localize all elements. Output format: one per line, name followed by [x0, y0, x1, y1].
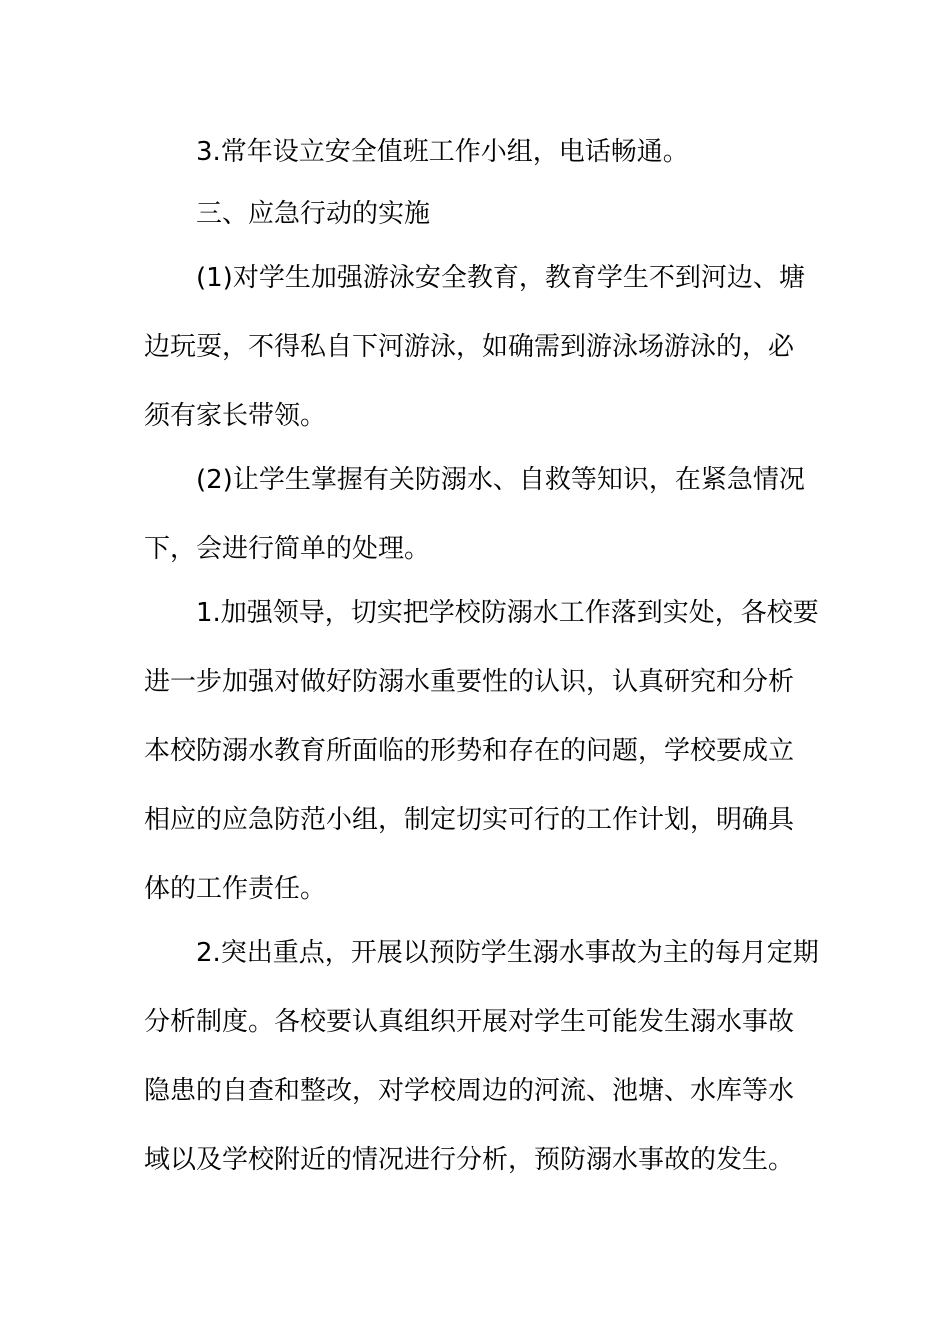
paragraph-line	[0, 731, 950, 771]
paragraph-line	[0, 869, 950, 909]
paragraph-line	[0, 460, 950, 500]
paragraph-line	[0, 327, 950, 367]
line-text: 1.加强领导，切实把学校防溺水工作落到实处，各校要	[196, 598, 819, 628]
line-text: 须有家长带领。	[144, 401, 327, 431]
paragraph-line	[0, 662, 950, 702]
line-text: 相应的应急防范小组，制定切实可行的工作计划，明确具	[144, 805, 795, 835]
line-text: 2.突出重点，开展以预防学生溺水事故为主的每月定期	[196, 938, 819, 968]
line-text: 本校防溺水教育所面临的形势和存在的问题，学校要成立	[144, 736, 795, 766]
line-text: (1)对学生加强游泳安全教育，教育学生不到河边、塘	[196, 263, 805, 293]
section-heading	[0, 194, 950, 234]
paragraph-line	[0, 132, 950, 172]
line-text: 域以及学校附近的情况进行分析，预防溺水事故的发生。	[144, 1145, 795, 1175]
line-text: 3.常年设立安全值班工作小组，电话畅通。	[196, 137, 689, 167]
paragraph-line	[0, 1002, 950, 1042]
line-text: 分析制度。各校要认真组织开展对学生可能发生溺水事故	[144, 1007, 795, 1037]
heading-text: 三、应急行动的实施	[196, 199, 431, 229]
line-text: 体的工作责任。	[144, 874, 327, 904]
paragraph-line	[0, 1071, 950, 1111]
paragraph-line	[0, 593, 950, 633]
line-text: (2)让学生掌握有关防溺水、自救等知识，在紧急情况	[196, 465, 805, 495]
paragraph-line	[0, 1140, 950, 1180]
paragraph-line	[0, 933, 950, 973]
paragraph-line	[0, 258, 950, 298]
line-text: 边玩耍，不得私自下河游泳，如确需到游泳场游泳的，必	[144, 332, 795, 362]
line-text: 进一步加强对做好防溺水重要性的认识，认真研究和分析	[144, 667, 795, 697]
paragraph-line	[0, 396, 950, 436]
paragraph-line	[0, 800, 950, 840]
paragraph-line	[0, 529, 950, 569]
line-text: 隐患的自查和整改，对学校周边的河流、池塘、水库等水	[144, 1076, 795, 1106]
line-text: 下，会进行简单的处理。	[144, 534, 431, 564]
